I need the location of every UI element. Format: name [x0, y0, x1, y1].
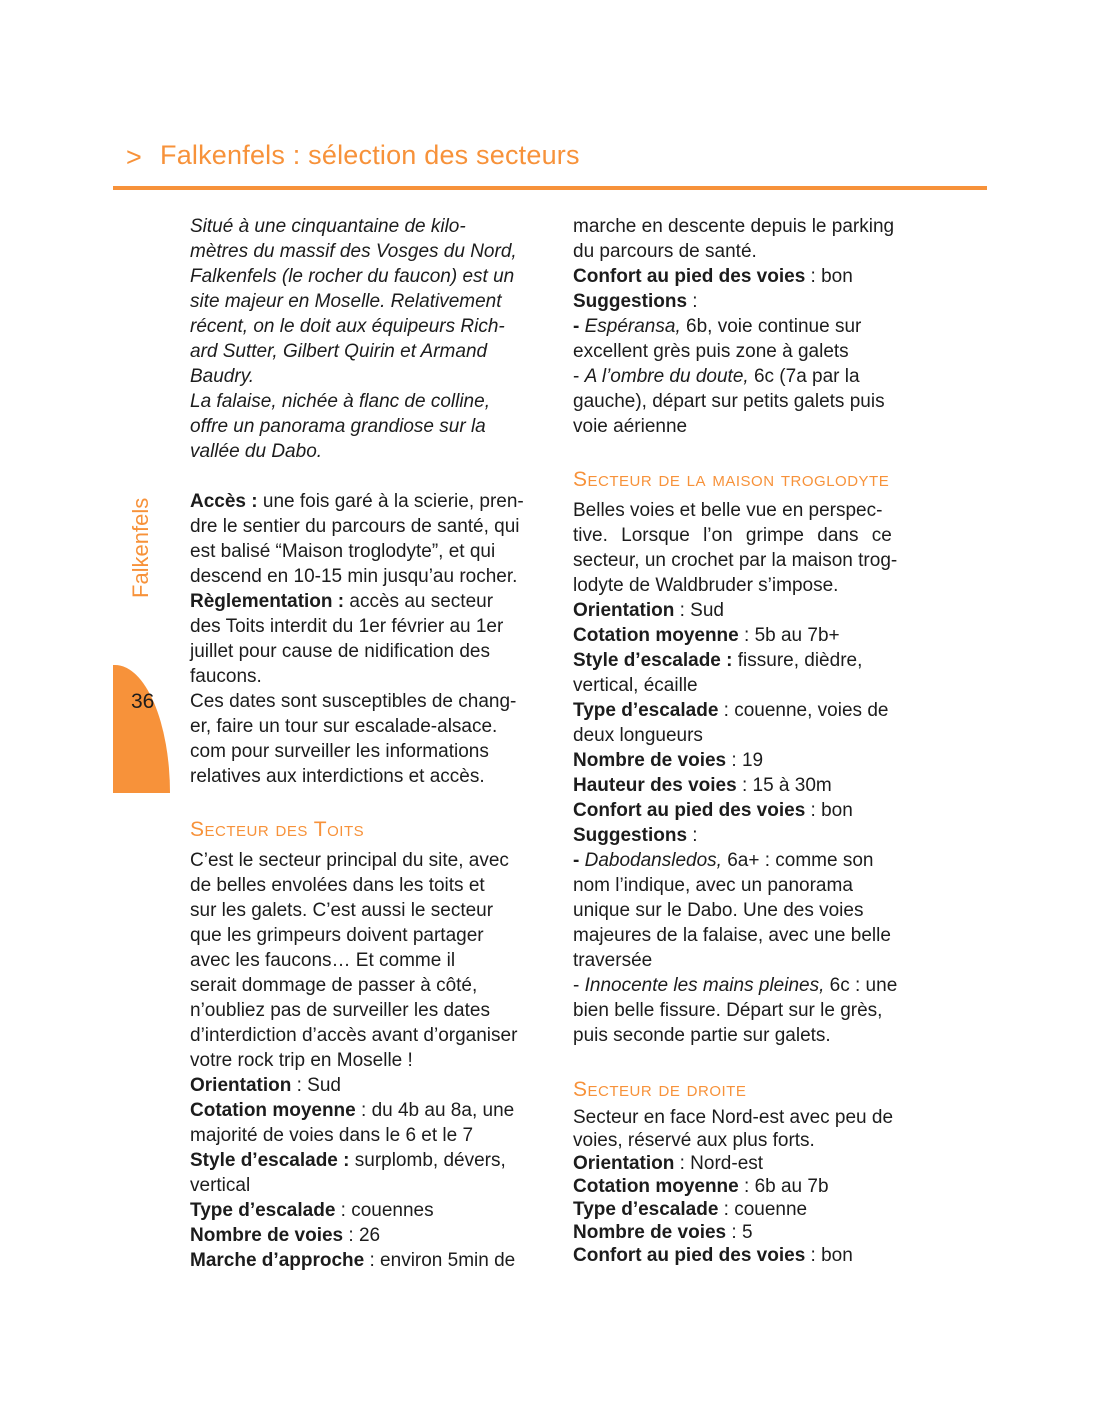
text-line: des Toits interdit du 1er février au 1er [190, 616, 504, 637]
access-paragraph [190, 489, 548, 789]
section-heading-toits: Secteur des Toits [190, 818, 365, 841]
text-line: juillet pour cause de nidification des [190, 641, 490, 662]
text-line: com pour surveiller les informations [190, 741, 489, 762]
text-line: serait dommage de passer à côté, [190, 975, 478, 996]
route-count-value: : 5 [726, 1222, 753, 1243]
text-line: site majeur en Moselle. Relativement [190, 291, 502, 312]
text-line: Falkenfels (le rocher du faucon) est un [190, 266, 515, 287]
orientation-value: : Sud [291, 1075, 341, 1096]
text-line: bien belle fissure. Départ sur le grès, [573, 1000, 883, 1021]
text-line: La falaise, nichée à flanc de colline, [190, 391, 490, 412]
text-line: offre un panorama grandiose sur la [190, 416, 486, 437]
style-label: Style d’escalade : [190, 1150, 350, 1171]
text-line: majeures de la falaise, avec une belle [573, 925, 891, 946]
text-fragment: : [687, 825, 698, 846]
text-line: dre le sentier du parcours de santé, qui [190, 516, 520, 537]
text-line: récent, on le doit aux équipeurs Rich- [190, 316, 505, 337]
comfort-value: : bon [805, 1245, 853, 1266]
cotation-value: : 5b au 7b+ [738, 625, 840, 646]
style-value: fissure, dièdre, [732, 650, 863, 671]
orientation-value: : Sud [674, 600, 724, 621]
text-line: votre rock trip en Moselle ! [190, 1050, 413, 1071]
text-line: Secteur en face Nord-est avec peu de [573, 1107, 894, 1128]
text-line: d’interdiction d’accès avant d’organiser [190, 1025, 518, 1046]
intro-paragraph [190, 214, 548, 464]
right-column [573, 214, 933, 1267]
text-line: puis seconde partie sur galets. [573, 1025, 831, 1046]
cotation-label: Cotation moyenne [190, 1100, 356, 1121]
text-fragment: une fois garé à la scierie, pren- [257, 491, 524, 512]
side-section-label: Falkenfels [128, 497, 153, 598]
text-fragment: 6b, voie continue sur [680, 316, 862, 337]
text-line: faucons. [190, 666, 262, 687]
route-name: Innocente les mains pleines, [584, 975, 825, 996]
cotation-label: Cotation moyenne [573, 625, 739, 646]
regulation-label: Règlementation : [190, 591, 345, 612]
route-count-value: : 19 [726, 750, 764, 771]
comfort-label: Confort au pied des voies [573, 266, 806, 287]
text-line: tive. Lorsque l’on grimpe dans ce [573, 525, 892, 546]
text-line: deux longueurs [573, 725, 703, 746]
type-label: Type d’escalade [573, 1199, 719, 1220]
left-column [190, 214, 548, 1273]
droite-paragraph [573, 1106, 933, 1267]
text-fragment: Belles voies et belle vue en perspec- [573, 500, 883, 521]
height-value: : 15 à 30m [736, 775, 832, 796]
section-heading-droite: Secteur de droite [573, 1078, 747, 1101]
text-line: relatives aux interdictions et accès. [190, 766, 485, 787]
route-name: Dabodansledos, [584, 850, 722, 871]
page-title: Falkenfels : sélection des secteurs [160, 140, 580, 170]
text-line: Ces dates sont susceptibles de chang- [190, 691, 517, 712]
route-count-value: : 26 [343, 1225, 381, 1246]
approach-value: : environ 5min de [364, 1250, 516, 1271]
text-fragment: accès au secteur [344, 591, 494, 612]
type-value: : couenne, voies de [718, 700, 889, 721]
maison-paragraph [573, 498, 933, 1048]
text-line: de belles envolées dans les toits et [190, 875, 485, 896]
text-line: nom l’indique, avec un panorama [573, 875, 853, 896]
type-value: : couennes [335, 1200, 434, 1221]
text-fragment: 6c : une [824, 975, 898, 996]
route-count-label: Nombre de voies [573, 1222, 727, 1243]
style-label: Style d’escalade : [573, 650, 733, 671]
list-dash: - [573, 850, 585, 871]
text-line: est balisé “Maison troglodyte”, et qui [190, 541, 496, 562]
cotation-value: : du 4b au 8a, une [355, 1100, 515, 1121]
comfort-label: Confort au pied des voies [573, 1245, 806, 1266]
height-label: Hauteur des voies [573, 775, 737, 796]
text-line: Situé à une cinquantaine de kilo- [190, 216, 466, 237]
text-line: avec les faucons… Et comme il [190, 950, 456, 971]
text-line: secteur, un crochet par la maison trog- [573, 550, 898, 571]
text-line: que les grimpeurs doivent partager [190, 925, 484, 946]
section-heading-maison: Secteur de la maison troglodyte [573, 468, 890, 491]
text-line: sur les galets. C’est aussi le secteur [190, 900, 494, 921]
text-line: C’est le secteur principal du site, avec [190, 850, 509, 871]
list-dash: - [573, 975, 585, 996]
route-count-label: Nombre de voies [573, 750, 727, 771]
text-line: unique sur le Dabo. Une des voies [573, 900, 864, 921]
text-fragment: : [687, 291, 698, 312]
text-line: vertical [190, 1175, 251, 1196]
text-line: traversée [573, 950, 653, 971]
text-line: du parcours de santé. [573, 241, 757, 262]
route-count-label: Nombre de voies [190, 1225, 344, 1246]
text-line: vallée du Dabo. [190, 441, 323, 462]
page-header [113, 138, 987, 190]
text-line: ard Sutter, Gilbert Quirin et Armand [190, 341, 488, 362]
text-line: majorité de voies dans le 6 et le 7 [190, 1125, 474, 1146]
cotation-label: Cotation moyenne [573, 1176, 739, 1197]
route-name: Espéransa, [584, 316, 681, 337]
orientation-label: Orientation [190, 1075, 292, 1096]
page-number: 36 [131, 690, 155, 713]
type-value: : couenne [718, 1199, 808, 1220]
text-line: n’oubliez pas de surveiller les dates [190, 1000, 490, 1021]
list-dash: - [573, 366, 585, 387]
comfort-label: Confort au pied des voies [573, 800, 806, 821]
text-fragment: 6c (7a par la [748, 366, 860, 387]
style-value: surplomb, dévers, [349, 1150, 506, 1171]
list-dash: - [573, 316, 585, 337]
comfort-value: : bon [805, 800, 853, 821]
text-line [573, 498, 933, 523]
text-line: lodyte de Waldbruder s’impose. [573, 575, 839, 596]
text-line: er, faire un tour sur escalade-alsace. [190, 716, 498, 737]
orientation-value: : Nord-est [674, 1153, 764, 1174]
page-number-tab [113, 665, 170, 793]
text-line: marche en descente depuis le parking [573, 216, 895, 237]
suggestions-label: Suggestions [573, 825, 688, 846]
orientation-label: Orientation [573, 1153, 675, 1174]
orientation-label: Orientation [573, 600, 675, 621]
suggestions-label: Suggestions [573, 291, 688, 312]
access-label: Accès : [190, 491, 258, 512]
type-label: Type d’escalade [573, 700, 719, 721]
cotation-value: : 6b au 7b [738, 1176, 829, 1197]
type-label: Type d’escalade [190, 1200, 336, 1221]
chevron-right-icon: > [126, 142, 142, 172]
text-line: gauche), départ sur petits galets puis [573, 391, 885, 412]
text-line: excellent grès puis zone à galets [573, 341, 849, 362]
approach-label: Marche d’approche [190, 1250, 365, 1271]
toits-paragraph [190, 848, 548, 1273]
text-line: Baudry. [190, 366, 255, 387]
text-line: voie aérienne [573, 416, 688, 437]
text-line: descend en 10-15 min jusqu’au rocher. [190, 566, 518, 587]
text-line: mètres du massif des Vosges du Nord, [190, 241, 517, 262]
text-line: vertical, écaille [573, 675, 698, 696]
text-fragment: 6a+ : comme son [721, 850, 874, 871]
text-line: voies, réservé aux plus forts. [573, 1130, 815, 1151]
comfort-value: : bon [805, 266, 853, 287]
route-name: A l’ombre du doute, [584, 366, 749, 387]
